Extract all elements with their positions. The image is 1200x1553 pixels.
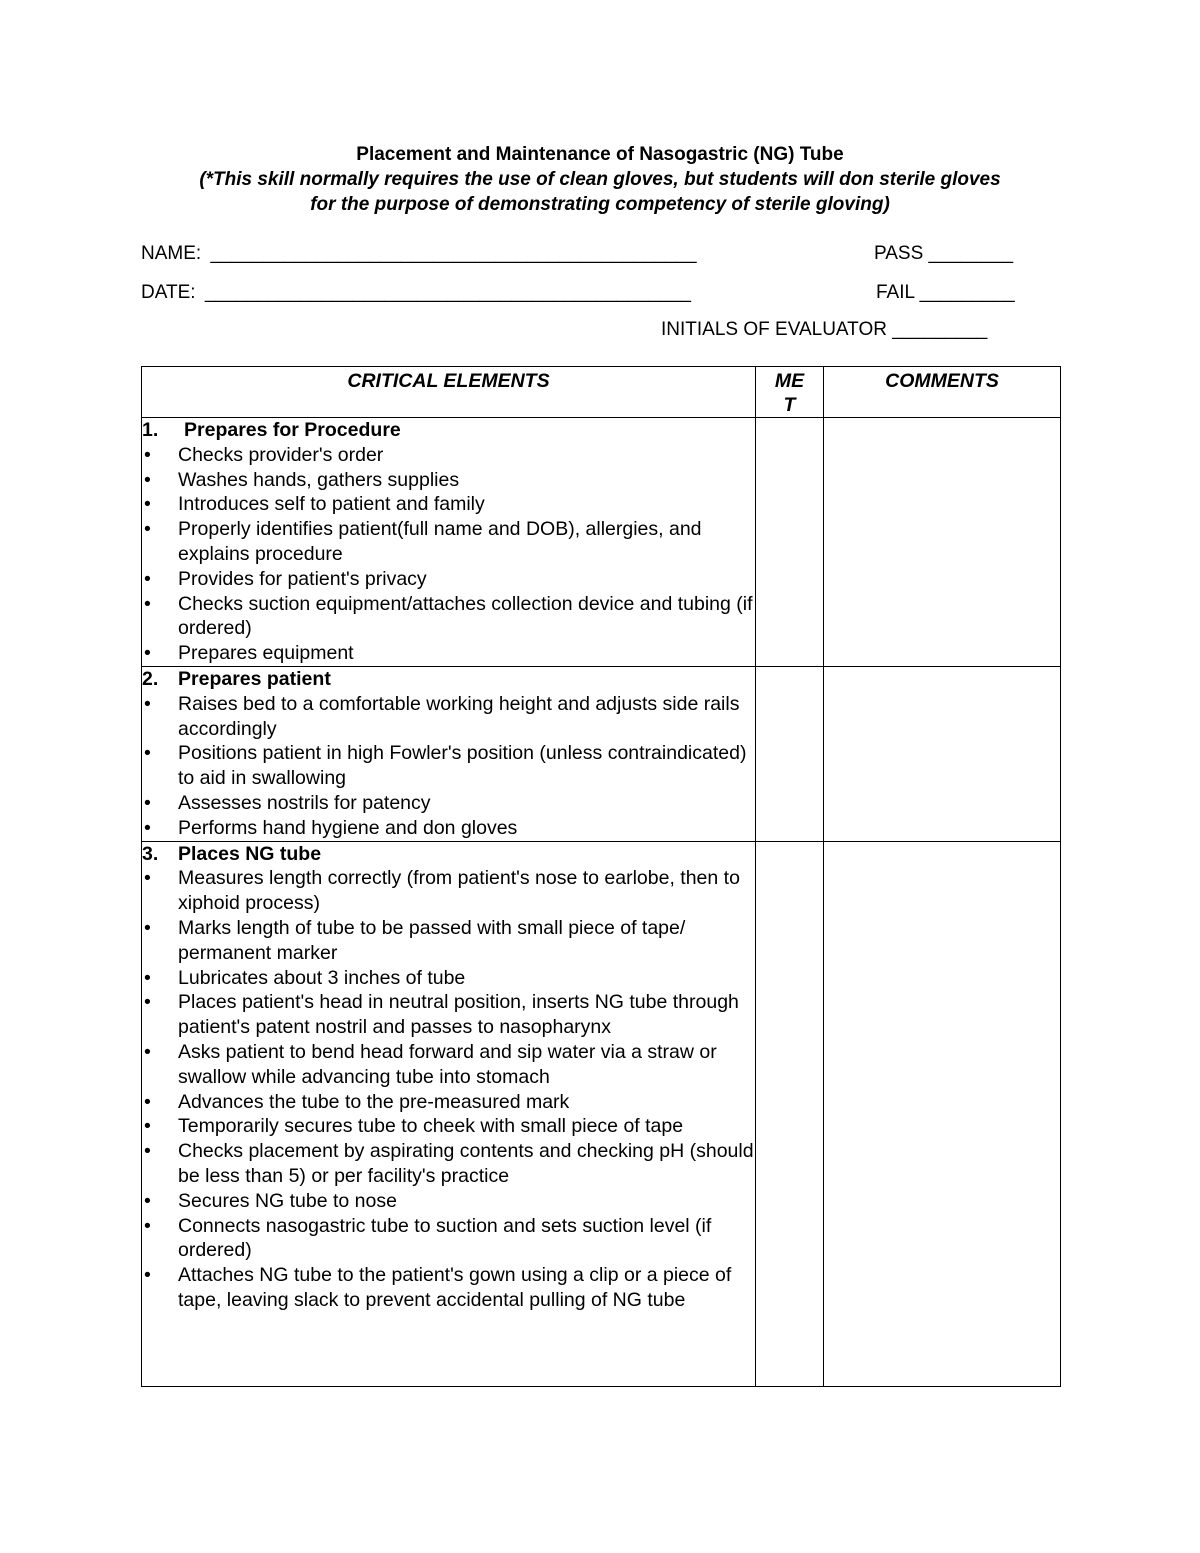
table-row	[142, 418, 1061, 667]
bullet-icon: •	[144, 966, 151, 989]
critical-elements-table	[141, 366, 1061, 1387]
list-item: • Marks length of tube to be passed with small piece of tape/ permanent marker	[144, 916, 686, 964]
list-item: • Secures NG tube to nose	[144, 1189, 397, 1212]
date-blank[interactable]: ______________________________________________	[204, 282, 691, 303]
section-heading	[142, 667, 755, 692]
bullet-icon: •	[144, 1189, 151, 1212]
section-number: 3.	[142, 842, 159, 865]
comments-cell[interactable]	[824, 841, 1061, 1386]
list-item: • Prepares equipment	[144, 642, 354, 665]
bullet-icon: •	[144, 592, 151, 615]
fail-field[interactable]: FAIL _________	[876, 282, 1015, 303]
met-header-line-2: T	[783, 394, 796, 416]
section-heading	[142, 418, 755, 443]
list-item: • Checks suction equipment/attaches collection device and tubing (if ordered)	[144, 592, 753, 640]
name-label: NAME:	[141, 243, 202, 264]
bullet-icon: •	[144, 692, 151, 715]
section-cell-prepares-procedure	[142, 418, 756, 667]
comments-header: COMMENTS	[824, 367, 1061, 418]
bullet-icon: •	[144, 991, 151, 1014]
bullet-icon: •	[144, 867, 151, 890]
section-number: 1.	[142, 419, 159, 441]
list-item: • Introduces self to patient and family	[144, 493, 485, 516]
bullet-icon: •	[144, 642, 151, 665]
pass-field[interactable]: PASS ________	[874, 243, 1014, 264]
table-header-row	[142, 367, 1061, 418]
list-item: • Measures length correctly (from patient's nose to earlobe, then to xiphoid process)	[144, 867, 740, 915]
document-title: Placement and Maintenance of Nasogastric (NG) Tube	[356, 144, 844, 165]
document-header	[140, 142, 1060, 217]
date-label: DATE:	[141, 282, 196, 303]
name-field[interactable]	[141, 242, 697, 266]
met-header	[756, 367, 824, 418]
list-item: • Lubricates about 3 inches of tube	[144, 966, 466, 989]
table-row	[142, 667, 1061, 842]
checklist-items	[142, 866, 755, 1312]
checklist-items	[142, 443, 755, 666]
list-item: • Places patient's head in neutral position, inserts NG tube through patient's patent nostril and passes to nasopharynx	[144, 991, 739, 1039]
section-title: Places NG tube	[178, 842, 322, 865]
bullet-icon: •	[144, 742, 151, 765]
list-item: • Positions patient in high Fowler's position (unless contraindicated) to aid in swallowing	[144, 742, 747, 790]
met-cell[interactable]	[756, 418, 824, 667]
bullet-icon: •	[144, 1264, 151, 1287]
name-blank[interactable]: ______________________________________________	[210, 243, 697, 264]
date-field[interactable]	[141, 281, 691, 305]
bullet-icon: •	[144, 518, 151, 541]
list-item: • Provides for patient's privacy	[144, 567, 427, 590]
bullet-icon: •	[144, 443, 151, 466]
list-item: • Advances the tube to the pre-measured mark	[144, 1090, 570, 1113]
bullet-icon: •	[144, 1214, 151, 1237]
list-item: • Checks placement by aspirating contents and checking pH (should be less than 5) or per facility's practice	[144, 1140, 754, 1187]
list-item: • Assesses nostrils for patency	[144, 791, 431, 814]
list-item: • Temporarily secures tube to cheek with small piece of tape	[144, 1115, 684, 1138]
met-cell[interactable]	[756, 841, 824, 1386]
bullet-icon: •	[144, 468, 151, 491]
section-title: Prepares for Procedure	[184, 419, 401, 441]
comments-cell[interactable]	[824, 667, 1061, 842]
section-cell-places-ng-tube	[142, 841, 756, 1386]
bullet-icon: •	[144, 493, 151, 516]
glove-note-line-2: for the purpose of demonstrating competency of sterile gloving)	[310, 194, 890, 215]
list-item: • Washes hands, gathers supplies	[144, 468, 460, 491]
evaluator-initials-field[interactable]: INITIALS OF EVALUATOR _________	[661, 319, 988, 340]
comments-cell[interactable]	[824, 418, 1061, 667]
bullet-icon: •	[144, 916, 151, 939]
critical-elements-header: CRITICAL ELEMENTS	[142, 367, 756, 418]
section-cell-prepares-patient	[142, 667, 756, 842]
list-item: • Connects nasogastric tube to suction and sets suction level (if ordered)	[144, 1214, 712, 1262]
table-row	[142, 841, 1061, 1386]
bullet-icon: •	[144, 816, 151, 839]
bullet-icon: •	[144, 1040, 151, 1063]
bullet-icon: •	[144, 567, 151, 590]
met-header-line-1: ME	[774, 370, 805, 392]
checklist-items	[142, 692, 755, 841]
met-cell[interactable]	[756, 667, 824, 842]
list-item: • Attaches NG tube to the patient's gown using a clip or a piece of tape, leaving slack to prevent accidental pulling of NG tube	[144, 1264, 732, 1311]
bullet-icon: •	[144, 1115, 151, 1138]
bullet-icon: •	[144, 1140, 151, 1163]
list-item: • Checks provider's order	[144, 443, 384, 466]
section-number: 2.	[142, 668, 159, 690]
list-item: • Raises bed to a comfortable working height and adjusts side rails accordingly	[144, 692, 740, 740]
section-heading	[142, 842, 755, 867]
list-item: • Properly identifies patient(full name and DOB), allergies, and explains procedure	[144, 518, 702, 565]
list-item: • Performs hand hygiene and don gloves	[144, 816, 518, 839]
list-item: • Asks patient to bend head forward and sip water via a straw or swallow while advancing tube into stomach	[144, 1040, 717, 1088]
section-title: Prepares patient	[178, 668, 331, 690]
bullet-icon: •	[144, 791, 151, 814]
bullet-icon: •	[144, 1090, 151, 1113]
glove-note-line-1: (*This skill normally requires the use of clean gloves, but students will don sterile gloves	[199, 169, 1001, 190]
